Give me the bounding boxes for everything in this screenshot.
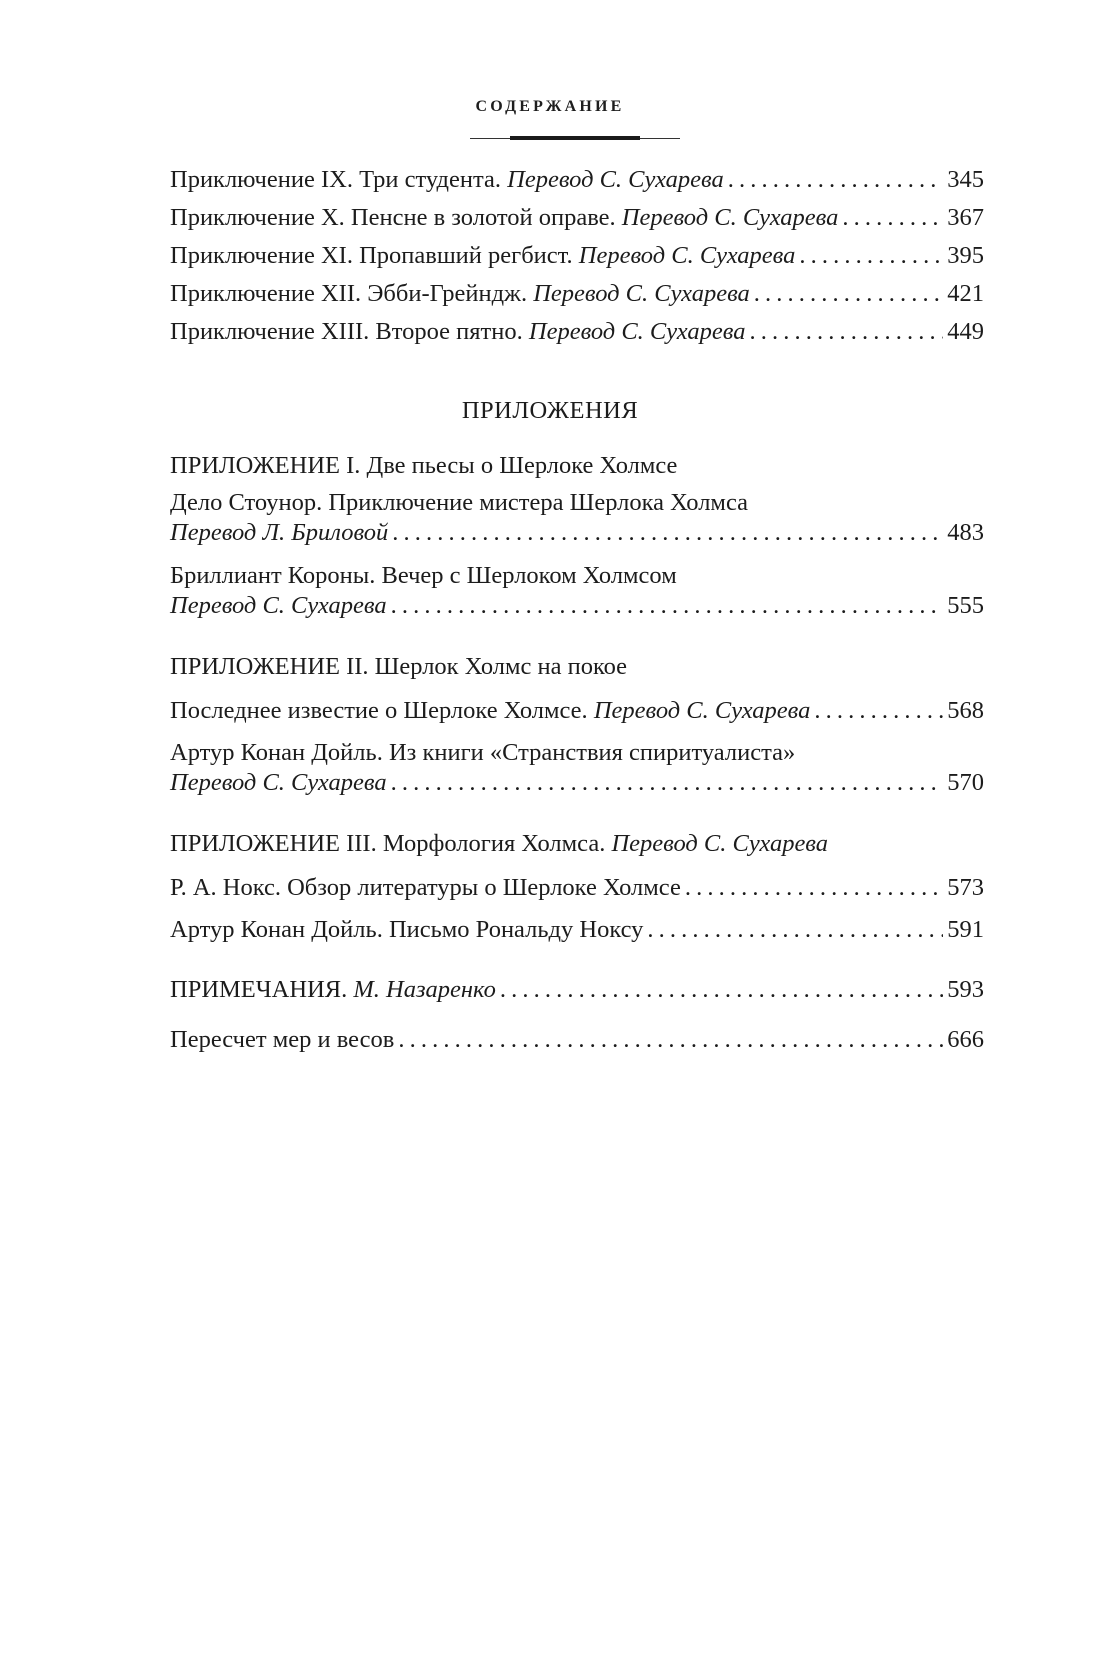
entry-page: 421 (947, 280, 984, 307)
running-head: СОДЕРЖАНИЕ (475, 98, 625, 115)
entry-page: 568 (947, 697, 984, 724)
entry-translator: Перевод С. Сухарева (170, 769, 387, 796)
entry-translator: Перевод С. Сухарева (507, 166, 724, 193)
toc-entry[interactable] (170, 317, 984, 347)
entry-title: Приключение XI. Пропавший регбист. (170, 242, 573, 269)
entry-translator: Перевод С. Сухарева (593, 697, 811, 724)
appendix-3-translator: Перевод С. Сухарева (611, 830, 829, 857)
toc-entry[interactable] (170, 518, 984, 548)
entry-translator: Перевод С. Сухарева (621, 204, 839, 231)
leader-dots (749, 317, 943, 347)
entry-page: 555 (947, 592, 984, 619)
appendix-item-title: Артур Конан Дойль. Из книги «Странствия спиритуалиста» (170, 739, 796, 766)
appendix-item-title: Бриллиант Короны. Вечер с Шерлоком Холмсом (170, 562, 677, 589)
entry-page: 395 (947, 242, 984, 269)
leader-dots (728, 165, 944, 195)
leader-dots (842, 203, 943, 233)
toc-entry-measures[interactable] (170, 1025, 984, 1055)
entry-translator: Перевод Л. Бриловой (170, 519, 389, 546)
leader-dots (647, 915, 943, 945)
leader-dots (500, 975, 943, 1005)
entry-translator: Перевод С. Сухарева (533, 280, 750, 307)
toc-entry[interactable] (170, 696, 984, 726)
entry-title: Приключение XII. Эбби-Грейндж. (170, 280, 528, 307)
entry-page: 483 (947, 519, 984, 546)
toc-entry[interactable] (170, 915, 984, 945)
entry-page: 591 (947, 916, 984, 943)
entry-title: Р. А. Нокс. Обзор литературы о Шерлоке Холмсе (170, 874, 681, 901)
head-rule-accent (510, 136, 640, 140)
leader-dots (398, 1025, 943, 1055)
entry-title: Приключение X. Пенсне в золотой оправе. (170, 204, 616, 231)
toc-entry[interactable] (170, 279, 984, 309)
appendix-item-title: Дело Стоунор. Приключение мистера Шерлока Холмса (170, 489, 748, 516)
toc-entry[interactable] (170, 591, 984, 621)
entry-page: 573 (947, 874, 984, 901)
notes-author: М. Назаренко (353, 976, 496, 1003)
leader-dots (391, 768, 944, 798)
entry-page: 570 (947, 769, 984, 796)
appendix-3-heading[interactable] (170, 829, 984, 859)
entry-page: 449 (947, 318, 984, 345)
toc-entry[interactable] (170, 203, 984, 233)
leader-dots (392, 518, 943, 548)
leader-dots (814, 696, 943, 726)
entry-page: 367 (947, 204, 984, 231)
appendix-2-heading[interactable]: ПРИЛОЖЕНИЕ II. Шерлок Холмс на покое (170, 653, 628, 680)
leader-dots (391, 591, 944, 621)
entry-page: 593 (947, 976, 984, 1003)
toc-entry[interactable] (170, 165, 984, 195)
entry-page: 666 (947, 1026, 984, 1053)
entry-page: 345 (947, 166, 984, 193)
entry-translator: Перевод С. Сухарева (528, 318, 746, 345)
leader-dots (685, 873, 943, 903)
leader-dots (799, 241, 943, 271)
entry-title: Приключение IX. Три студента. (170, 166, 502, 193)
entry-translator: Перевод С. Сухарева (578, 242, 796, 269)
entry-title: Последнее известие о Шерлоке Холмсе. (170, 697, 588, 724)
toc-entry-notes[interactable] (170, 975, 984, 1005)
entry-title: Приключение XIII. Второе пятно. (170, 318, 523, 345)
measures-title: Пересчет мер и весов (170, 1026, 395, 1053)
entry-title: Артур Конан Дойль. Письмо Рональду Ноксу (170, 916, 644, 943)
appendix-1-heading[interactable]: ПРИЛОЖЕНИЕ I. Две пьесы о Шерлоке Холмсе (170, 452, 678, 479)
appendices-title: ПРИЛОЖЕНИЯ (461, 397, 639, 424)
entry-translator: Перевод С. Сухарева (170, 592, 387, 619)
appendix-3-heading-text: ПРИЛОЖЕНИЕ III. Морфология Холмса. (170, 830, 606, 857)
leader-dots (754, 279, 943, 309)
notes-title: ПРИМЕЧАНИЯ. (170, 976, 348, 1003)
toc-entry[interactable] (170, 768, 984, 798)
toc-entry[interactable] (170, 241, 984, 271)
toc-entry[interactable] (170, 873, 984, 903)
